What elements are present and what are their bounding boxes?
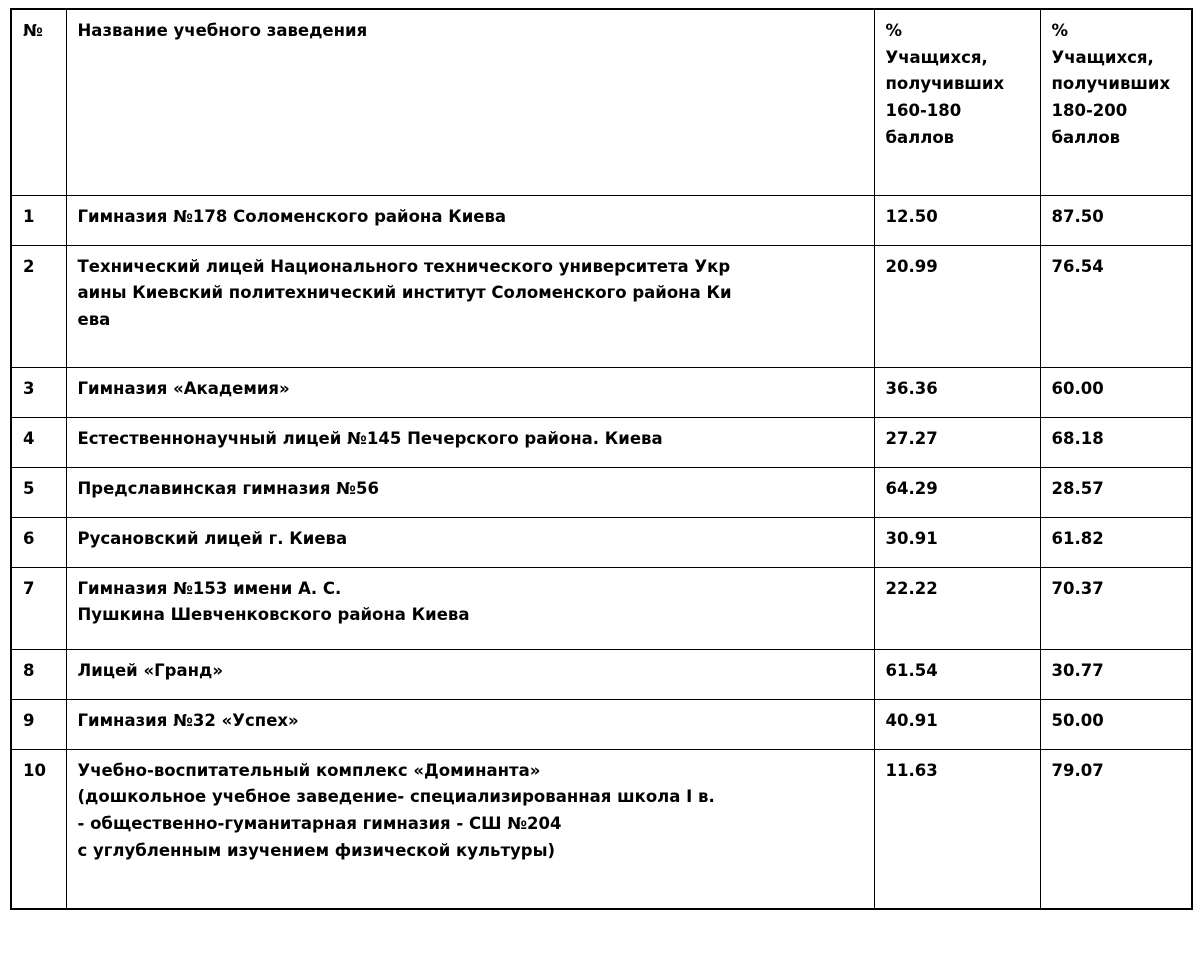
institution-name-line: Русановский лицей г. Киева [77, 528, 348, 548]
row-number-cell [11, 467, 66, 517]
table-row [11, 749, 1192, 909]
institution-name-line: Гимназия №178 Соломенского района Киева [77, 206, 507, 226]
percent-160-180-value: 11.63 [885, 760, 938, 780]
table-header-row [11, 9, 1192, 195]
row-institution-name-cell [66, 367, 874, 417]
table-row [11, 649, 1192, 699]
table-header [11, 9, 1192, 195]
row-number-cell [11, 567, 66, 649]
column-header-percent-160-180 [874, 9, 1040, 195]
row-institution-name-cell [66, 467, 874, 517]
percent-160-180-value: 20.99 [885, 256, 938, 276]
percent-160-180-value: 40.91 [885, 710, 938, 730]
table-row [11, 567, 1192, 649]
percent-180-200-value: 87.50 [1051, 206, 1104, 226]
row-percent-180-200-cell [1040, 195, 1192, 245]
institution-name-line: Лицей «Гранд» [77, 660, 223, 680]
table-row [11, 367, 1192, 417]
row-percent-180-200-cell [1040, 649, 1192, 699]
percent-160-180-value: 36.36 [885, 378, 938, 398]
percent-160-180-value: 22.22 [885, 578, 938, 598]
percent-180-200-value: 70.37 [1051, 578, 1104, 598]
results-table [10, 8, 1193, 910]
institution-name-line: Пушкина Шевченковского района Киева [77, 605, 470, 625]
institution-name-line: (дошкольное учебное заведение- специализированная школа I в. [77, 787, 715, 807]
row-percent-160-180-cell [874, 195, 1040, 245]
row-percent-160-180-cell [874, 567, 1040, 649]
row-institution-name-cell [66, 749, 874, 909]
row-number-label: 6 [23, 528, 35, 548]
table-row [11, 467, 1192, 517]
percent-180-200-value: 28.57 [1051, 478, 1104, 498]
percent-160-180-value: 12.50 [885, 206, 938, 226]
percent-160-180-value: 30.91 [885, 528, 938, 548]
row-number-cell [11, 517, 66, 567]
row-percent-180-200-cell [1040, 467, 1192, 517]
row-number-cell [11, 195, 66, 245]
row-number-label: 10 [23, 760, 46, 780]
column-header-number-label: № [23, 21, 43, 40]
row-institution-name-cell [66, 567, 874, 649]
percent-180-200-value: 76.54 [1051, 256, 1104, 276]
row-number-label: 5 [23, 478, 35, 498]
row-number-label: 4 [23, 428, 35, 448]
column-header-percent-180-200-line-1: % [1051, 21, 1069, 40]
row-number-cell [11, 367, 66, 417]
column-header-percent-180-200-line-5: баллов [1051, 127, 1121, 147]
institution-name-line: Технический лицей Национального технического университета Укр [77, 256, 731, 276]
percent-180-200-value: 68.18 [1051, 428, 1104, 448]
row-number-label: 3 [23, 378, 35, 398]
row-number-label: 9 [23, 710, 35, 730]
table-row [11, 417, 1192, 467]
row-number-cell [11, 699, 66, 749]
percent-180-200-value: 50.00 [1051, 710, 1104, 730]
column-header-percent-180-200-line-4: 180-200 [1051, 101, 1128, 121]
institution-name-line: с углубленным изучением физической культуры) [77, 840, 556, 860]
row-percent-160-180-cell [874, 367, 1040, 417]
row-percent-180-200-cell [1040, 567, 1192, 649]
table-row [11, 517, 1192, 567]
row-percent-180-200-cell [1040, 417, 1192, 467]
row-percent-180-200-cell [1040, 245, 1192, 367]
column-header-percent-160-180-line-2: Учащихся, [885, 47, 988, 67]
percent-180-200-value: 61.82 [1051, 528, 1104, 548]
row-number-label: 8 [23, 660, 35, 680]
column-header-number [11, 9, 66, 195]
row-institution-name-cell [66, 195, 874, 245]
institution-name-line: аины Киевский политехнический институт Соломенского района Ки [77, 283, 732, 303]
row-percent-160-180-cell [874, 749, 1040, 909]
row-institution-name-cell [66, 417, 874, 467]
column-header-institution-name-label: Название учебного заведения [77, 21, 368, 40]
table-row [11, 699, 1192, 749]
column-header-percent-160-180-line-1: % [885, 21, 903, 40]
row-percent-160-180-cell [874, 649, 1040, 699]
row-percent-160-180-cell [874, 699, 1040, 749]
row-percent-180-200-cell [1040, 699, 1192, 749]
row-number-cell [11, 649, 66, 699]
institution-name-line: ева [77, 309, 111, 329]
row-percent-160-180-cell [874, 417, 1040, 467]
institution-name-line: Учебно-воспитательный комплекс «Доминанта» [77, 760, 541, 780]
institution-name-line: - общественно-гуманитарная гимназия - СШ №204 [77, 813, 562, 833]
institution-name-line: Гимназия «Академия» [77, 378, 290, 398]
institution-name-line: Предславинская гимназия №56 [77, 478, 379, 498]
institution-name-line: Гимназия №32 «Успех» [77, 710, 299, 730]
row-percent-180-200-cell [1040, 749, 1192, 909]
percent-160-180-value: 64.29 [885, 478, 938, 498]
row-institution-name-cell [66, 245, 874, 367]
percent-180-200-value: 30.77 [1051, 660, 1104, 680]
row-number-cell [11, 245, 66, 367]
column-header-percent-180-200-line-3: получивших [1051, 74, 1171, 94]
row-percent-180-200-cell [1040, 367, 1192, 417]
row-number-cell [11, 417, 66, 467]
row-percent-160-180-cell [874, 517, 1040, 567]
percent-160-180-value: 61.54 [885, 660, 938, 680]
row-percent-160-180-cell [874, 467, 1040, 517]
row-institution-name-cell [66, 699, 874, 749]
row-number-label: 7 [23, 578, 35, 598]
row-number-label: 1 [23, 206, 35, 226]
row-percent-160-180-cell [874, 245, 1040, 367]
percent-180-200-value: 79.07 [1051, 760, 1104, 780]
row-institution-name-cell [66, 517, 874, 567]
column-header-percent-160-180-line-5: баллов [885, 127, 955, 147]
institution-name-line: Естественнонаучный лицей №145 Печерского района. Киева [77, 428, 663, 448]
column-header-percent-160-180-line-3: получивших [885, 74, 1005, 94]
row-number-label: 2 [23, 256, 35, 276]
column-header-institution-name [66, 9, 874, 195]
column-header-percent-160-180-line-4: 160-180 [885, 101, 962, 121]
table-row [11, 195, 1192, 245]
row-institution-name-cell [66, 649, 874, 699]
percent-180-200-value: 60.00 [1051, 378, 1104, 398]
row-percent-180-200-cell [1040, 517, 1192, 567]
column-header-percent-180-200-line-2: Учащихся, [1051, 47, 1154, 67]
column-header-percent-180-200 [1040, 9, 1192, 195]
table-body [11, 195, 1192, 909]
row-number-cell [11, 749, 66, 909]
percent-160-180-value: 27.27 [885, 428, 938, 448]
institution-name-line: Гимназия №153 имени А. С. [77, 578, 342, 598]
table-row [11, 245, 1192, 367]
